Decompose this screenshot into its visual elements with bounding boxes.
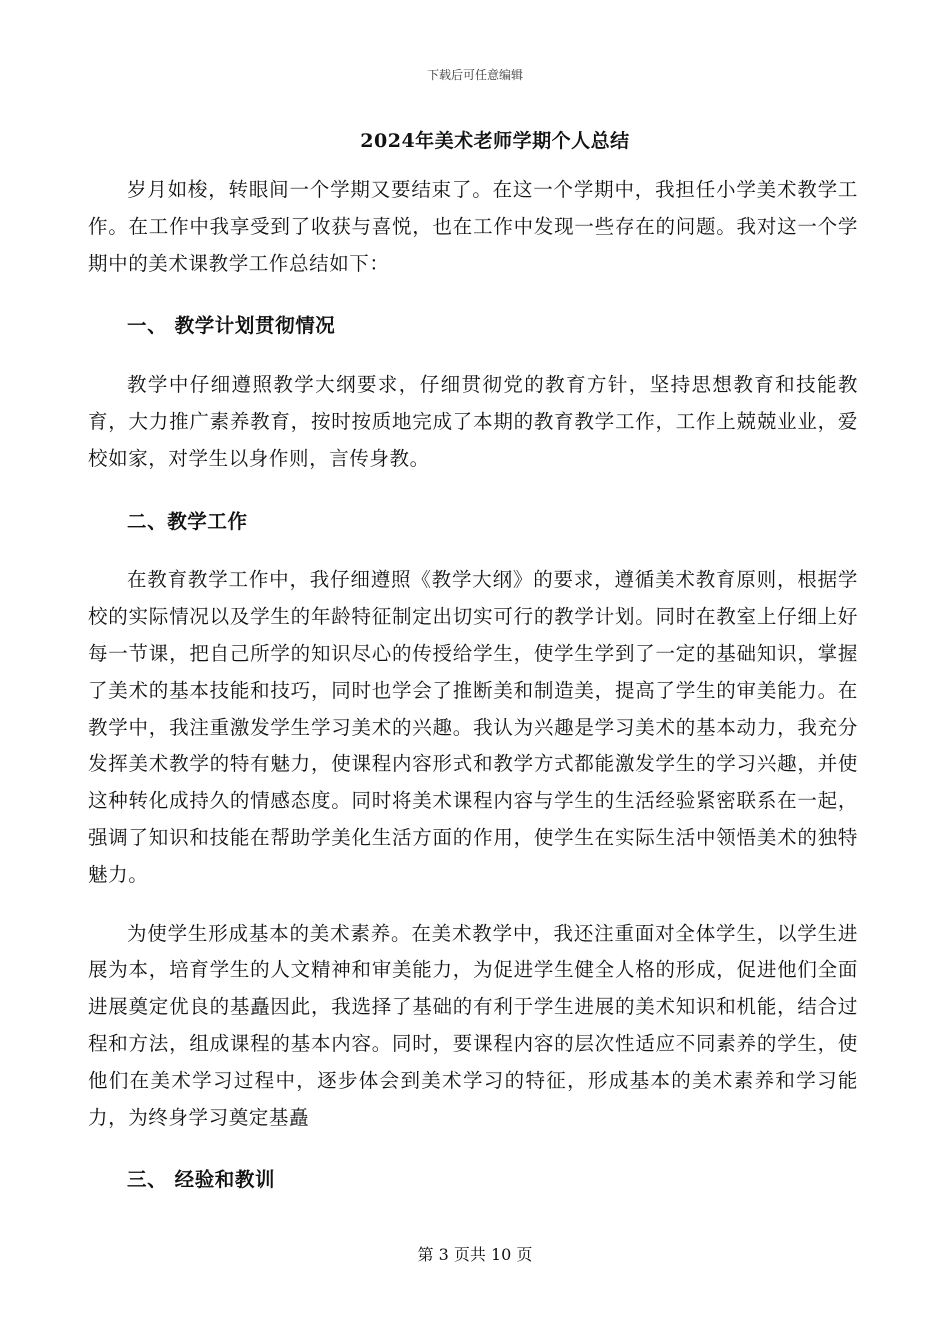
document-body — [88, 172, 858, 1199]
document-title: 2024年美术老师学期个人总结 — [360, 130, 630, 152]
page-number: 第 3 页共 10 页 — [417, 1245, 533, 1264]
intro-paragraph: 岁月如梭，转眼间一个学期又要结束了。在这一个学期中，我担任小学美术教学工作。在工作中我享受到了收获与喜悦，也在工作中发现一些存在的问题。我对这一个学期中的美术课教学工作总结如下： — [88, 178, 858, 275]
section-2-heading: 二、教学工作 — [127, 509, 248, 533]
section-1-paragraph: 教学中仔细遵照教学大纲要求，仔细贯彻党的教育方针，坚持思想教育和技能教育，大力推广素养教育，按时按质地完成了本期的教育教学工作，工作上兢兢业业，爱校如家，对学生以身作则，言传身教。 — [88, 373, 858, 470]
header-note: 下载后可任意编辑 — [426, 68, 523, 82]
section-1-heading: 一、 教学计划贯彻情况 — [127, 314, 336, 338]
section-2-paragraph-1: 在教育教学工作中，我仔细遵照《教学大纲》的要求，遵循美术教育原则，根据学校的实际情况以及学生的年龄特征制定出切实可行的教学计划。同时在教室上仔细上好每一节课，把自己所学的知识尽心的传授给学生，使学生学到了一定的基础知识，掌握了美术的基本技能和技巧，同时也学会了推断美和制造美，提高了学生的审美能力。在教学中，我注重激发学生学习美术的兴趣。我认为兴趣是学习美术的基本动力，我充分发挥美术教学的特有魅力，使课程内容形式和教学方式都能激发学生的学习兴趣，并使这种转化成持久的情感态度。同时将美术课程内容与学生的生活经验紧密联系在一起，强调了知识和技能在帮助学美化生活方面的作用，使学生在实际生活中领悟美术的独特魅力。 — [88, 568, 858, 886]
section-3-heading: 三、 经验和教训 — [127, 1168, 276, 1192]
section-2-paragraph-2: 为使学生形成基本的美术素养。在美术教学中，我还注重面对全体学生，以学生进展为本，培育学生的人文精神和审美能力，为促进学生健全人格的形成，促进他们全面进展奠定优良的基矗因此，我选择了基础的有利于学生进展的美术知识和机能，结合过程和方法，组成课程的基本内容。同时，要课程内容的层次性适应不同素养的学生，使他们在美术学习过程中，逐步体会到美术学习的特征，形成基本的美术素养和学习能力，为终身学习奠定基矗 — [88, 921, 858, 1129]
